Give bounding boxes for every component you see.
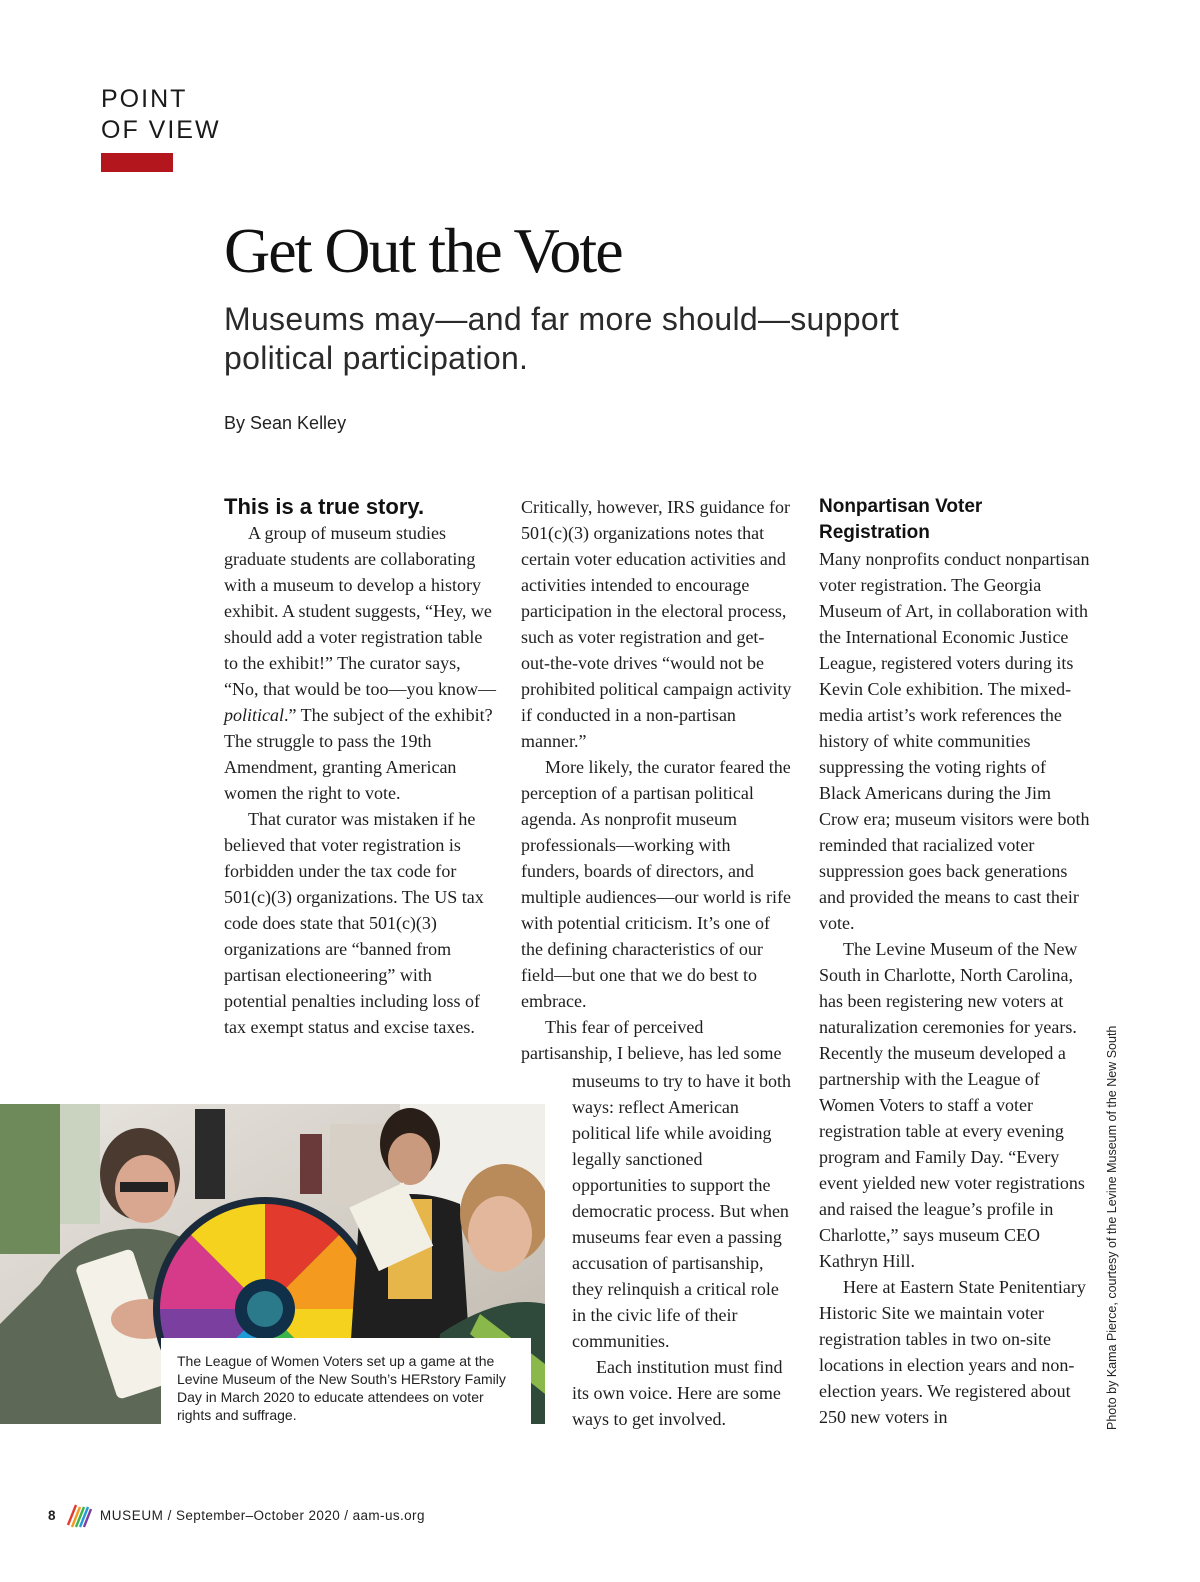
photo-credit (1105, 1025, 1119, 1442)
col3-paragraph-1: Many nonprofits conduct nonpartisan voter registration. The Georgia Museum of Art, in collaboration with the International Economic Justice League, registered voters during its Kevin Cole exhibition. The mixed-media artist’s work references the history of white communities suppressing the voting rights of Black Americans during the Jim Crow era; museum visitors were both reminded that racialized voter suppression goes back generations and provided the means to cast their vote. (819, 549, 1090, 933)
col2-paragraph-3-cont: museums to try to have it both ways: reflect American political life while avoiding legally sanctioned opportunities to support the democratic process. But when museums fear even a passing accusation of partisanship, they relinquish a critical role in the civic life of their communities. (572, 1071, 791, 1351)
col2-paragraph-2: More likely, the curator feared the perception of a partisan political agenda. As nonprofit museum professionals—working with funders, boards of directors, and multiple audiences—our world is rife with potential criticism. It’s one of the defining characteristics of our field—but one that we do best to embrace. (521, 757, 791, 1011)
exhibit-panel (0, 1104, 60, 1254)
column-1 (224, 494, 496, 1040)
photo-credit-text: Photo by Kama Pierce, courtesy of the Levine Museum of the New South (1105, 1025, 1119, 1430)
photo-caption: The League of Women Voters set up a game at the Levine Museum of the New South’s HERstory Family Day in March 2020 to educate attendees on voter rights and suffrage. (161, 1338, 531, 1424)
section-label-line1: POINT (101, 85, 188, 113)
page-footer (48, 1500, 425, 1530)
section-label (101, 84, 221, 146)
col1-p1-text-a: A group of museum studies graduate students are collaborating with a museum to develop a history exhibit. A student suggests, “Hey, we should add a voter registration table to the exhibit!” The curator says, “No, that would be too—you know— (224, 523, 496, 699)
lead-heading: This is a true story. (224, 494, 425, 519)
magazine-name: MUSEUM (99, 1507, 164, 1523)
aam-logo-icon (66, 1501, 92, 1529)
col2-paragraph-4: Each institution must find its own voice. Here are some ways to get involved. (572, 1357, 783, 1429)
page-number: 8 (48, 1507, 56, 1523)
col3-paragraph-3: Here at Eastern State Penitentiary Historic Site we maintain voter registration tables in two on-site locations in election years and non-election years. We registered about 250 new voters in (819, 1277, 1086, 1427)
column-2-continued (572, 1068, 794, 1432)
col2-paragraph-3-start: This fear of perceived partisanship, I believe, has led some (521, 1017, 782, 1063)
issue-info: / September–October 2020 / aam-us.org (163, 1507, 425, 1523)
col1-p1-text-b: .” The subject of the exhibit? The struggle to pass the 19th Amendment, granting American women the right to vote. (224, 705, 493, 803)
byline: By Sean Kelley (224, 413, 347, 433)
article-title: Get Out the Vote (224, 215, 622, 286)
col2-paragraph-1: Critically, however, IRS guidance for 501(c)(3) organizations notes that certain voter education activities and activities intended to encourage participation in the electoral process, such as voter registration and get-out-the-vote drives “would not be prohibited political campaign activity if conducted in a non-partisan manner.” (521, 497, 792, 751)
col1-paragraph-2: That curator was mistaken if he believed that voter registration is forbidden under the tax code for 501(c)(3) organizations. The US tax code does state that 501(c)(3) organizations are “banned from partisan electioneering” with potential penalties including loss of tax exempt status and excise taxes. (224, 809, 484, 1037)
article-deck: Museums may—and far more should—support political participation. (224, 301, 900, 376)
col3-paragraph-2: The Levine Museum of the New South in Charlotte, North Carolina, has been registering new voters at naturalization ceremonies for years. Recently the museum developed a partnership with the League of Women Voters to staff a voter registration table at every evening program and Family Day. “Every event yielded new voter registrations and raised the league’s profile in Charlotte,” says museum CEO Kathryn Hill. (819, 939, 1085, 1271)
col1-p1-emphasis: political (224, 705, 284, 725)
col1-paragraph-1 (224, 520, 496, 806)
section-accent-bar (101, 153, 173, 172)
column-2 (521, 494, 793, 1066)
column-3 (819, 494, 1091, 1430)
section-label-line2: OF VIEW (101, 116, 221, 144)
subheading-nonpartisan: Nonpartisan Voter Registration (819, 496, 983, 543)
